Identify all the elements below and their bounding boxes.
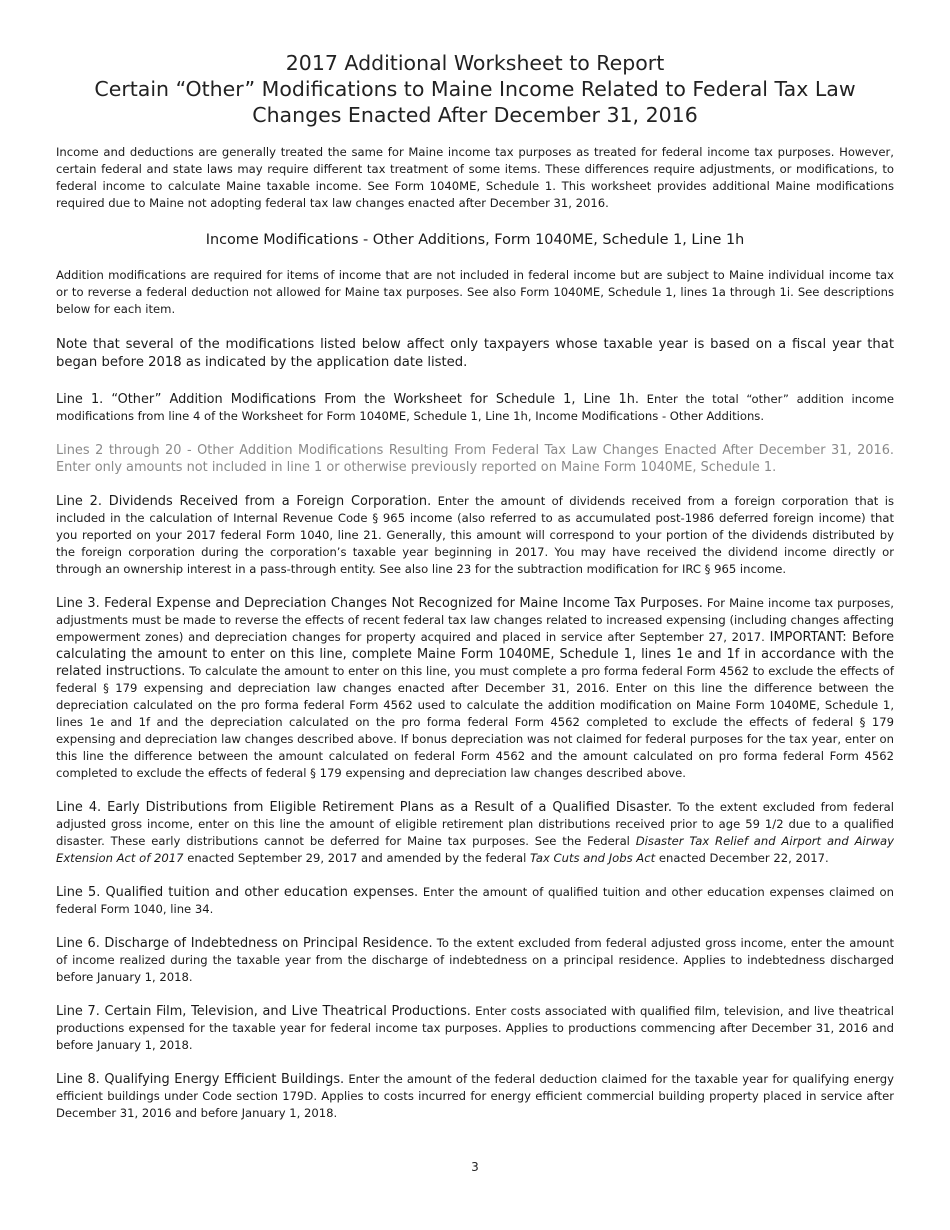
line-4-text-2: enacted September 29, 2017 and amended by the federal bbox=[183, 851, 530, 865]
line-4-act-1: Disaster Tax Relief and Airport and Airway Extension Act of 2017 bbox=[56, 834, 894, 865]
addition-paragraph: Addition modifications are required for items of income that are not included in federal income but are subject to Maine individual income tax or to reverse a federal deduction not allowed for Maine tax purposes. See also Form 1040ME, Schedule 1, lines 1a through 1i. See descriptions below for each item. bbox=[56, 268, 894, 316]
line-3-text-2: To calculate the amount to enter on this line, you must complete a pro forma federal Form 4562 to exclude the effects of federal § 179 expensing and depreciation law changes enacted after December 31, 2016. Enter on this line the difference between the depreciation calculated on the pro forma federal Form 4562 used to calculate the addition modification on Maine Form 1040ME, Schedule 1, lines 1e and 1f and the depreciation calculated on the pro forma federal Form 4562 completed to exclude the effects of federal § 179 expensing and depreciation law changes described above. If bonus depreciation was not claimed for federal purposes for the tax year, enter on this line the difference between the amount calculated on federal Form 4562 and the amount calculated on pro forma federal Form 4562 completed to exclude the effects of federal § 179 expensing and depreciation law changes described above. bbox=[56, 664, 894, 780]
line-4-text-1: To the extent excluded from federal adjusted gross income, enter on this line the amount of eligible retirement plan distributions received prior to age 59 1/2 due to a qualified disaster. These early distributions cannot be deferred for Maine tax purposes. See the Federal bbox=[56, 800, 894, 848]
line-1-paragraph bbox=[56, 391, 894, 425]
title-line-1: 2017 Additional Worksheet to Report bbox=[285, 51, 665, 75]
line-4-act-2: Tax Cuts and Jobs Act bbox=[529, 851, 656, 865]
lines-2-20-paragraph: Lines 2 through 20 - Other Addition Modifications Resulting From Federal Tax Law Changes Enacted After December 31, 2016. Enter only amounts not included in line 1 or otherwise previously reported on Maine Form 1040ME, Schedule 1. bbox=[56, 443, 894, 475]
line-1-heading: Line 1. “Other” Addition Modifications From the Worksheet for Schedule 1, Line 1h. bbox=[56, 392, 639, 407]
line-5-heading: Line 5. Qualified tuition and other education expenses. bbox=[56, 885, 419, 900]
line-4-heading: Line 4. Early Distributions from Eligible Retirement Plans as a Result of a Qualified Disaster. bbox=[56, 800, 672, 815]
line-8-paragraph bbox=[56, 1071, 894, 1122]
line-8-text: Enter the amount of the federal deduction claimed for the taxable year for qualifying energy efficient buildings under Code section 179D. Applies to costs incurred for energy efficient commercial building property placed in service after December 31, 2016 and before January 1, 2018. bbox=[56, 1072, 894, 1120]
intro-paragraph: Income and deductions are generally treated the same for Maine income tax purposes as treated for federal income tax purposes. However, certain federal and state laws may require different tax treatment of some items. These differences require adjustments, or modifications, to federal income to calculate Maine taxable income. See Form 1040ME, Schedule 1. This worksheet provides additional Maine modifications required due to Maine not adopting federal tax law changes enacted after December 31, 2016. bbox=[56, 145, 894, 210]
line-7-text: Enter costs associated with qualified film, television, and live theatrical productions expensed for the taxable year for federal income tax purposes. Applies to productions commencing after December 31, 2016 and before January 1, 2018. bbox=[56, 1004, 894, 1052]
line-2-heading: Line 2. Dividends Received from a Foreign Corporation. bbox=[56, 494, 432, 509]
page-number: 3 bbox=[471, 1160, 479, 1174]
line-5-text: Enter the amount of qualified tuition and other education expenses claimed on federal Form 1040, line 34. bbox=[56, 885, 894, 916]
line-3-text-1: For Maine income tax purposes, adjustments must be made to reverse the effects of recent federal tax law changes related to increased expensing (including changes affecting empowerment zones) and depreciation changes for property acquired and placed in service after September 27, 2017. bbox=[56, 596, 894, 644]
document-title bbox=[56, 50, 894, 128]
line-3-important: IMPORTANT: Before calculating the amount to enter on this line, complete Maine Form 1040ME, Schedule 1, lines 1e and 1f in accordance with the related instructions. bbox=[56, 630, 894, 679]
title-line-3: Changes Enacted After December 31, 2016 bbox=[252, 103, 698, 127]
line-4-paragraph bbox=[56, 799, 894, 867]
line-7-heading: Line 7. Certain Film, Television, and Live Theatrical Productions. bbox=[56, 1004, 471, 1019]
line-6-text: To the extent excluded from federal adjusted gross income, enter the amount of income realized during the taxable year from the discharge of indebtedness on a principal residence. Applies to indebtedness discharged before January 1, 2018. bbox=[56, 936, 895, 984]
line-5-paragraph bbox=[56, 884, 894, 918]
document-page bbox=[56, 50, 894, 1122]
line-6-heading: Line 6. Discharge of Indebtedness on Principal Residence. bbox=[56, 936, 433, 951]
section-heading: Income Modifications - Other Additions, Form 1040ME, Schedule 1, Line 1h bbox=[205, 232, 745, 248]
title-line-2: Certain “Other” Modifications to Maine Income Related to Federal Tax Law bbox=[94, 77, 856, 101]
line-2-paragraph bbox=[56, 493, 894, 578]
line-4-text-3: enacted December 22, 2017. bbox=[655, 851, 829, 865]
line-8-heading: Line 8. Qualifying Energy Efficient Buildings. bbox=[56, 1072, 345, 1087]
line-3-heading: Line 3. Federal Expense and Depreciation Changes Not Recognized for Maine Income Tax Purposes. bbox=[56, 596, 703, 611]
line-1-text: Enter the total “other” addition income modifications from line 4 of the Worksheet for Form 1040ME, Schedule 1, Line 1h, Income Modifications - Other Additions. bbox=[56, 392, 894, 423]
line-2-text: Enter the amount of dividends received from a foreign corporation that is included in the calculation of Internal Revenue Code § 965 income (also referred to as accumulated post-1986 deferred foreign income) that you reported on your 2017 federal Form 1040, line 21. Generally, this amount will correspond to your portion of the dividends distributed by the foreign corporation during the corporation’s taxable year beginning in 2017. You may have received the dividend income directly or through an ownership interest in a pass-through entity. See also line 23 for the subtraction modification for IRC § 965 income. bbox=[56, 494, 895, 576]
fiscal-year-note: Note that several of the modifications listed below affect only taxpayers whose taxable year is based on a fiscal year that began before 2018 as indicated by the application date listed. bbox=[56, 337, 894, 370]
line-6-paragraph bbox=[56, 935, 894, 986]
line-3-paragraph bbox=[56, 595, 894, 782]
line-7-paragraph bbox=[56, 1003, 894, 1054]
